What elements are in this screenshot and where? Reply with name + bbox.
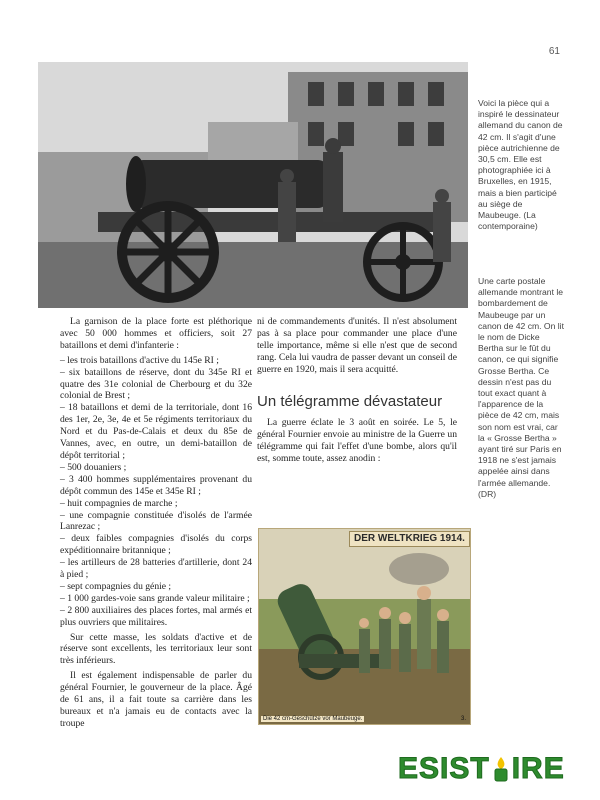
- list-item: – 18 bataillons et demi de la territoriale, dont 16 des 1er, 2e, 3e, 4e et 5e régiments territoriaux du Nord et du Pas-de-Calais et deux du 85e de Vannes, avec, en outre, un demi-bataillon de dépôt territorial ;: [60, 402, 252, 461]
- postcard-subtitle: Die 42 cm-Geschütze vor Maubeuge.: [263, 716, 363, 722]
- postcard-illustration: [258, 528, 471, 725]
- garrison-intro: La garnison de la place forte est pléthorique avec 50 000 hommes et officiers, soit 27 bataillons et demi d'infanterie :: [60, 316, 252, 351]
- postcard-caption-text: Une carte postale allemande montrant le bombardement de Maubeuge par un canon de 42 cm. On lit le nom de Dicke Bertha sur le fût du canon, ce qui signifie Grosse Bertha. Ce dessin n'est pas du tout exact quant à l'apparence de la pièce de 42 cm, mais son nom est vrai, car la « Grosse Bertha » ayant tiré sur Paris en 1918 ne s'est jamais appelée ainsi dans l'armée allemande. (DR): [478, 276, 564, 499]
- list-item: – une compagnie constituée d'isolés de l'armée Lanrezac ;: [60, 509, 252, 533]
- paragraph-mass: Sur cette masse, les soldats d'active et de réserve sont excellents, les territoriaux leur sont très inférieurs.: [60, 631, 252, 667]
- section-title: Un télégramme dévastateur: [257, 392, 443, 410]
- unit-list: [60, 355, 252, 629]
- torch-icon: [491, 755, 511, 783]
- list-item: – 500 douaniers ;: [60, 461, 127, 473]
- list-item: – sept compagnies du génie ;: [60, 580, 172, 592]
- magazine-logo: [398, 749, 584, 789]
- paragraph-fournier: Il est également indispensable de parler du général Fournier, le gouverneur de la place. Âgé de 61 ans, il a fait toute sa carrière dans les bureaux et n'a jamais eu de contacts avec la troupe: [60, 670, 252, 729]
- right-column: [257, 316, 457, 468]
- page-number: 61: [548, 46, 560, 57]
- list-item: – 1 000 gardes-voie sans grande valeur militaire ;: [60, 592, 250, 604]
- postcard-caption: [478, 276, 566, 500]
- list-item: – 2 800 auxiliaires des places fortes, mal armés et plus ouvriers que militaires.: [60, 604, 252, 628]
- photo-caption: [478, 98, 566, 232]
- siege-gun-photo: [38, 62, 468, 308]
- logo-text-left: ESIST: [398, 752, 490, 785]
- list-item: – huit compagnies de marche ;: [60, 497, 178, 509]
- list-item: – deux faibles compagnies d'isolés du corps expéditionnaire britannique ;: [60, 533, 252, 557]
- list-item: – les artilleurs de 28 batteries d'artillerie, dont 24 à pied ;: [60, 557, 252, 581]
- list-item: – 3 400 hommes supplémentaires provenant du dépôt commun des 145e et 345e RI ;: [60, 473, 252, 497]
- postcard-banner: DER WELTKRIEG 1914.: [349, 531, 470, 547]
- paragraph-continuation: ni de commandements d'unités. Il n'est absolument pas à sa place pour commander une place d'une telle importance, même si elle n'est que de second rang. Cela lui vaudra de passer devant un conseil de guerre en 1920, mais il sera acquitté.: [257, 316, 457, 375]
- paragraph-telegram: La guerre éclate le 3 août en soirée. Le 5, le général Fournier envoie au ministre de la Guerre un télégramme qui fait l'effet d'une bombe, alors qu'il est, somme toute, assez anodin :: [257, 417, 457, 465]
- left-column: [60, 316, 252, 733]
- logo-text-right: IRE: [511, 752, 565, 785]
- photo-caption-text: Voici la pièce qui a inspiré le dessinateur allemand du canon de 42 cm. Il s'agit d'une pièce autrichienne de 30,5 cm. Elle est photographiée ici à Bruxelles, en 1915, mais a bien participé au siège de Maubeuge. (La contemporaine): [478, 98, 563, 232]
- list-item: – six bataillons de réserve, dont du 345e RI et quatre des 31e colonial de Cherbourg et du 32e colonial de Brest ;: [60, 366, 252, 402]
- list-item: – les trois bataillons d'active du 145e RI ;: [60, 354, 219, 366]
- postcard-number: 3.: [460, 716, 466, 722]
